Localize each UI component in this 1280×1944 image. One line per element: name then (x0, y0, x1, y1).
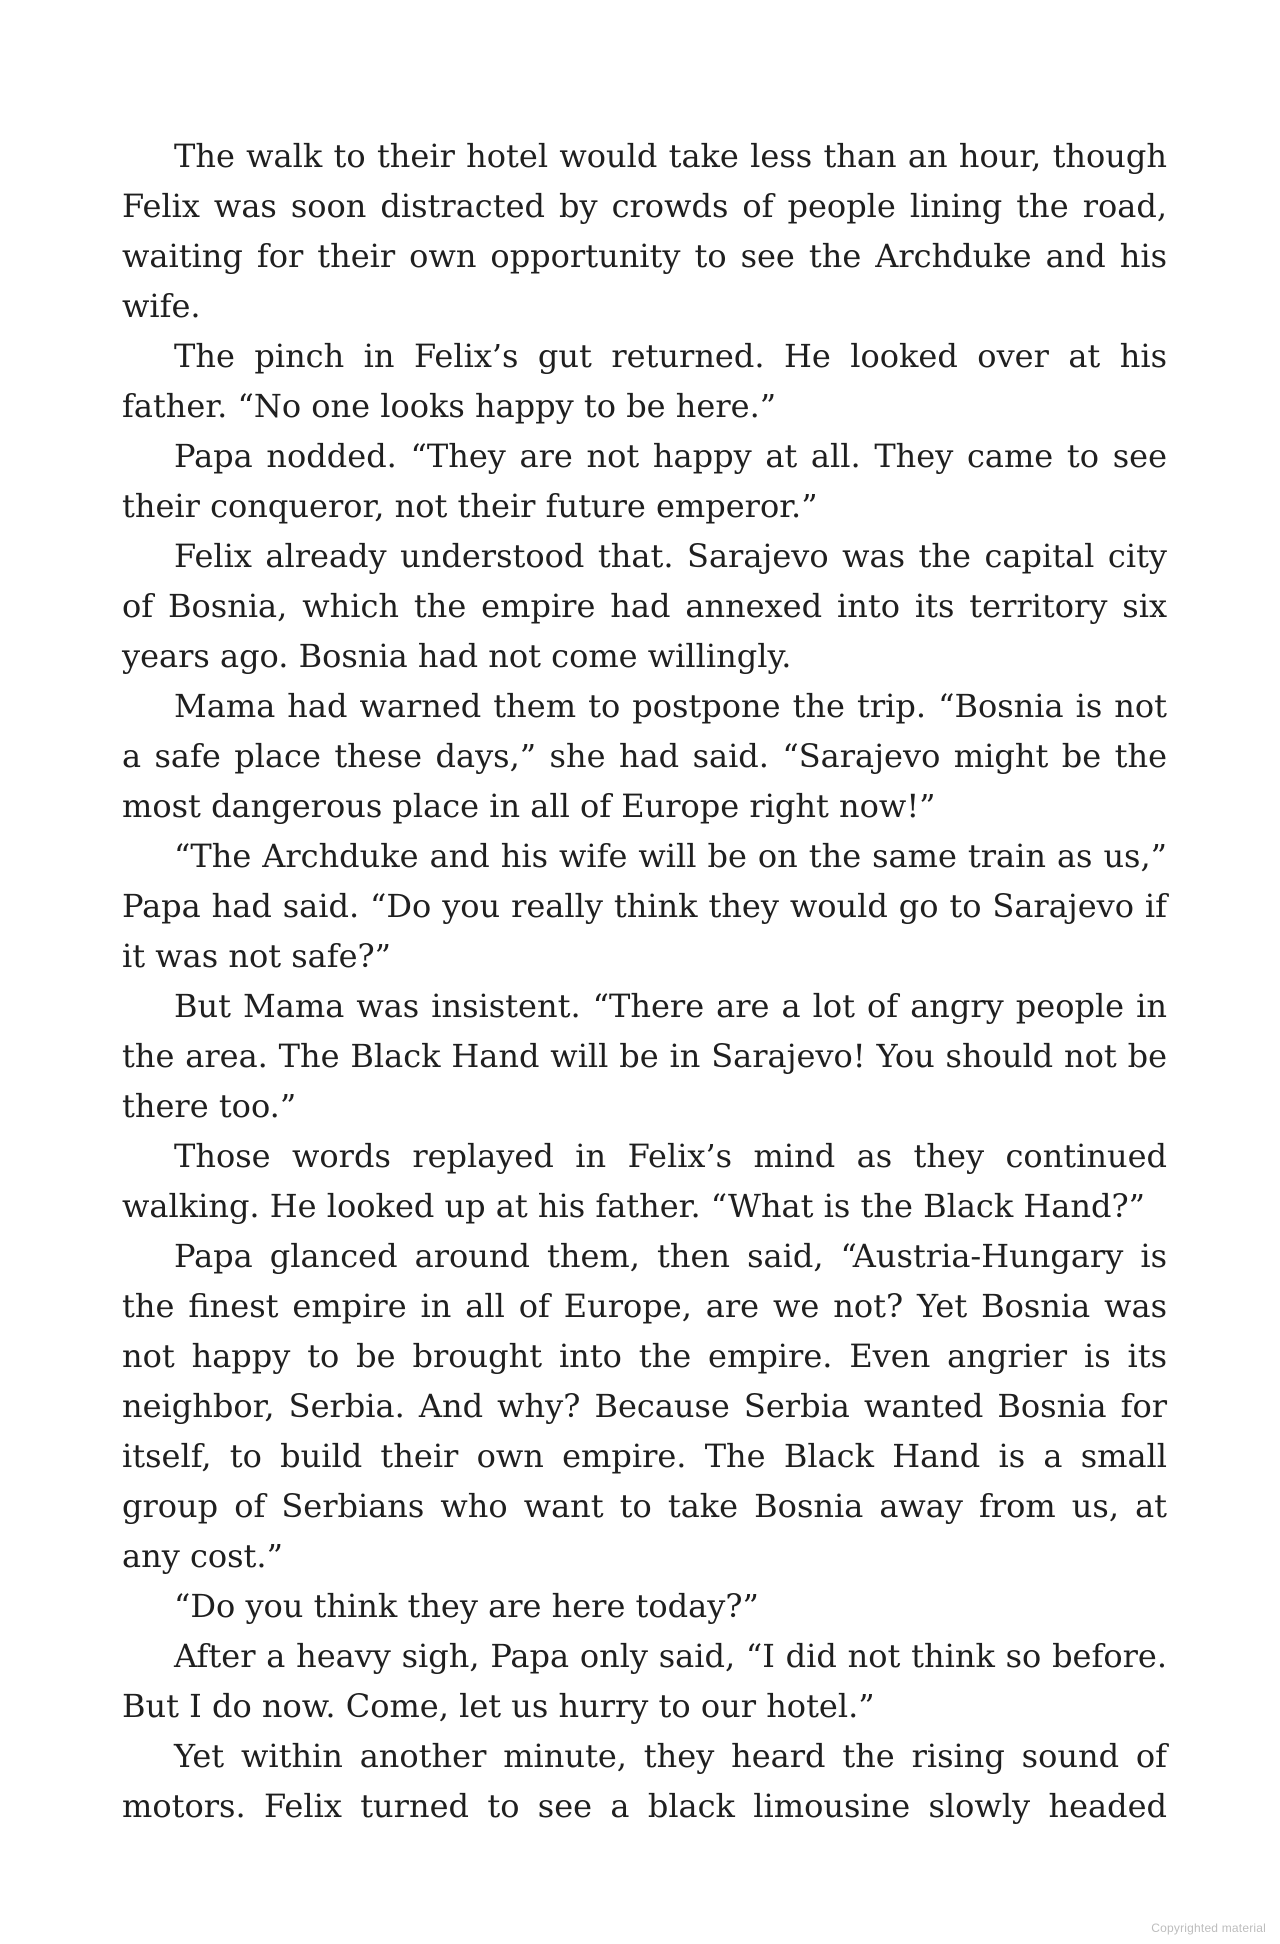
paragraph: Papa nodded. “They are not happy at all. They came to see their conqueror, not their future emperor.” (122, 437, 1167, 525)
paragraph: The pinch in Felix’s gut returned. He looked over at his father. “No one looks happy to be here.” (122, 337, 1167, 425)
paragraph: But Mama was insistent. “There are a lot of angry people in the area. The Black Hand will be in Sarajevo! You should not be there too.” (122, 987, 1167, 1125)
paragraph: Felix already understood that. Sarajevo was the capital city of Bosnia, which the empire had annexed into its territory six years ago. Bosnia had not come willingly. (122, 537, 1167, 675)
body-text (122, 131, 1167, 1831)
paragraph: “The Archduke and his wife will be on the same train as us,” Papa had said. “Do you really think they would go to Sarajevo if it was not safe?” (122, 837, 1167, 975)
paragraph: Papa glanced around them, then said, “Austria-Hungary is the finest empire in all of Europe, are we not? Yet Bosnia was not happy to be brought into the empire. Even angrier is its neighbor, Serbia. And why? Because Serbia wanted Bosnia for itself, to build their own empire. The Black Hand is a small group of Serbians who want to take Bosnia away from us, at any cost.” (122, 1237, 1167, 1575)
paragraph: Mama had warned them to postpone the trip. “Bosnia is not a safe place these days,” she had said. “Sarajevo might be the most dangerous place in all of Europe right now!” (122, 687, 1167, 825)
paragraph: “Do you think they are here today?” (174, 1587, 759, 1625)
paragraph: After a heavy sigh, Papa only said, “I did not think so before. But I do now. Come, let us hurry to our hotel.” (122, 1637, 1167, 1725)
paragraph: Those words replayed in Felix’s mind as they continued walking. He looked up at his father. “What is the Black Hand?” (122, 1137, 1167, 1225)
copyright-watermark: Copyrighted material (1151, 1921, 1266, 1935)
paragraph: Yet within another minute, they heard the rising sound of motors. Felix turned to see a black limousine slowly headed (122, 1737, 1167, 1825)
paragraph: The walk to their hotel would take less than an hour, though Felix was soon distracted by crowds of people lining the road, waiting for their own opportunity to see the Archduke and his wife. (122, 137, 1167, 325)
